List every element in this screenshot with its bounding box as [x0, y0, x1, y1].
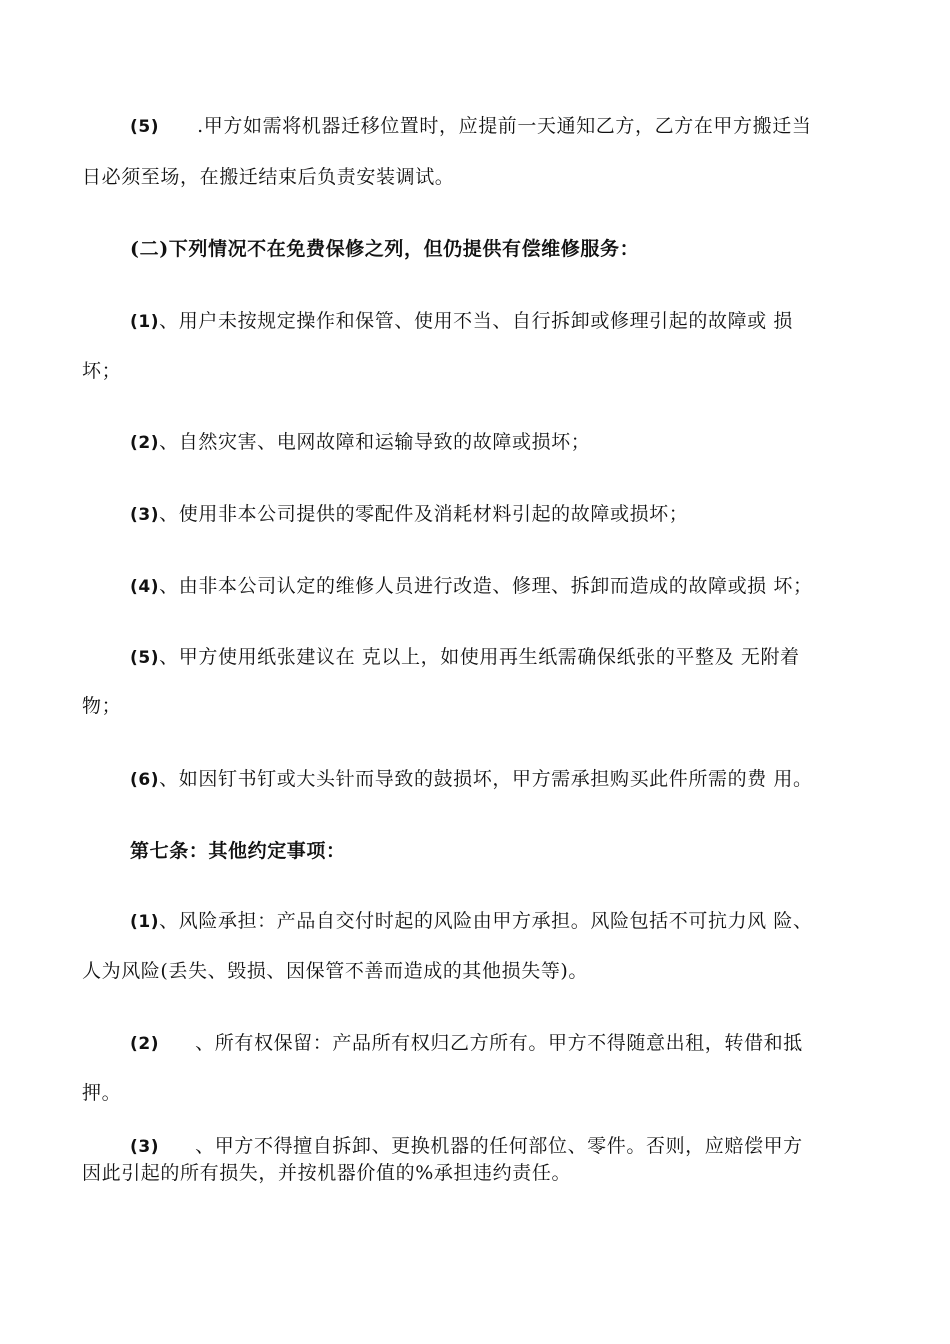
- item-text: 、风险承担：产品自交付时起的风险由甲方承担。风险包括不可抗力风 险、: [159, 910, 813, 932]
- item-number: (3): [130, 1137, 160, 1157]
- list-item-5-line-1: [130, 644, 800, 671]
- item-text: 、所有权保留：产品所有权归乙方所有。甲方不得随意出租，转借和抵: [195, 1032, 803, 1054]
- item-number: (2): [130, 433, 160, 453]
- item-number: (3): [130, 505, 160, 525]
- list-item-6: [130, 766, 813, 793]
- item-number: (5): [130, 117, 160, 137]
- item-text: 、甲方使用纸张建议在 克以上，如使用再生纸需确保纸张的平整及 无附着: [159, 646, 800, 668]
- paragraph-5-line-2: 日必须至场，在搬迁结束后负责安装调试。: [82, 166, 455, 188]
- list-item-4: [130, 573, 813, 600]
- item-number: (5): [130, 648, 160, 668]
- item-number: (2): [130, 1034, 160, 1054]
- item-text: 、如因钉书钉或大头针而导致的鼓损坏，甲方需承担购买此件所需的费 用。: [159, 768, 813, 790]
- list-item-2: [130, 429, 590, 456]
- item-number: (6): [130, 770, 160, 790]
- article-item-2-line-2: 押。: [82, 1082, 122, 1104]
- list-item-5-line-2: 物；: [82, 695, 122, 717]
- item-number: (1): [130, 912, 160, 932]
- list-item-1-line-2: 坏；: [82, 360, 122, 382]
- article-item-1-line-1: [130, 908, 813, 935]
- article-item-1-line-2: 人为风险(丢失、毁损、因保管不善而造成的其他损失等)。: [82, 960, 589, 982]
- paragraph-5-line-1: [130, 113, 811, 140]
- list-item-1-line-1: [130, 308, 793, 335]
- article-item-2-line-1: [130, 1030, 803, 1057]
- article-item-3-line-2: 因此引起的所有损失，并按机器价值的%承担违约责任。: [82, 1162, 572, 1184]
- list-item-3: [130, 501, 688, 528]
- item-number: (4): [130, 577, 160, 597]
- item-text: 、使用非本公司提供的零配件及消耗材料引起的故障或损坏；: [159, 503, 689, 525]
- item-text: 、用户未按规定操作和保管、使用不当、自行拆卸或修理引起的故障或 损: [159, 310, 794, 332]
- item-text: 、自然灾害、电网故障和运输导致的故障或损坏；: [159, 431, 591, 453]
- item-text: 、由非本公司认定的维修人员进行改造、修理、拆卸而造成的故障或损 坏；: [159, 575, 813, 597]
- item-text: 、甲方不得擅自拆卸、更换机器的任何部位、零件。否则，应赔偿甲方: [195, 1135, 803, 1157]
- article-7-heading: 第七条：其他约定事项：: [130, 840, 346, 862]
- section-heading-2: (二)下列情况不在免费保修之列，但仍提供有偿维修服务：: [130, 238, 640, 260]
- item-number: (1): [130, 312, 160, 332]
- paragraph-text: .甲方如需将机器迁移位置时，应提前一天通知乙方，乙方在甲方搬迁当: [197, 115, 812, 137]
- article-item-3-line-1: [130, 1133, 803, 1160]
